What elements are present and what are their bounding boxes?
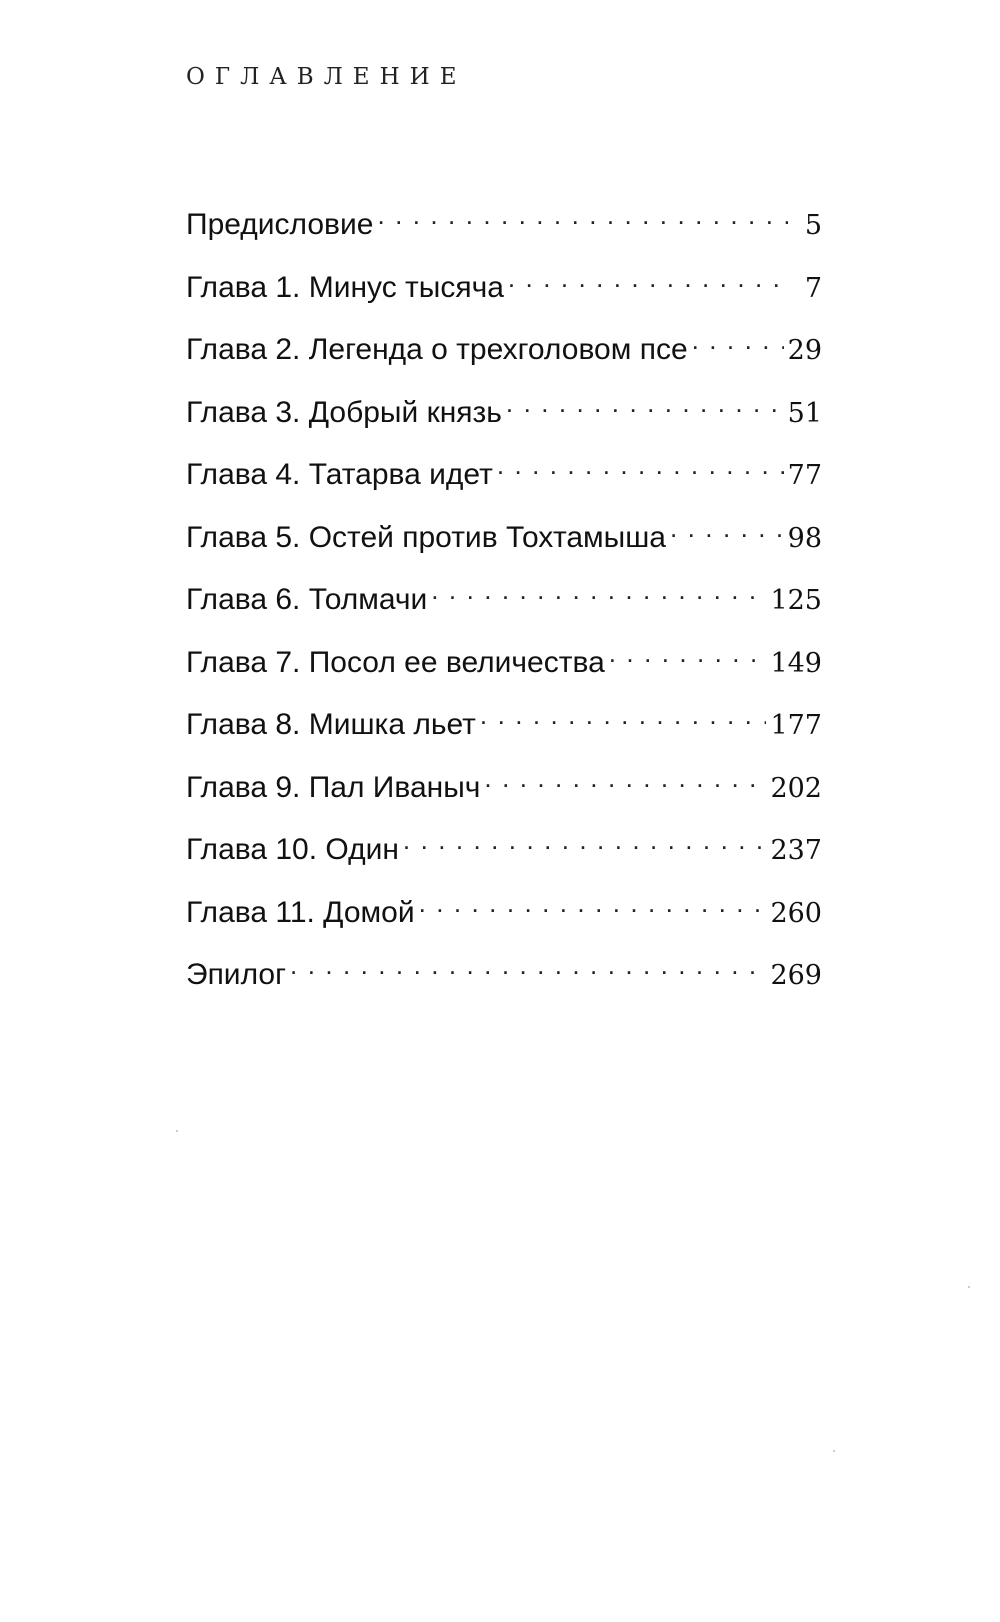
toc-entry-page: 77 bbox=[787, 460, 822, 491]
toc-entry-label: Глава 11. Домой bbox=[186, 895, 415, 929]
toc-entry-label: Эпилог bbox=[186, 958, 287, 991]
toc-entry[interactable] bbox=[186, 696, 822, 759]
page-title: ОГЛАВЛЕНИЕ bbox=[186, 64, 467, 90]
toc-entry-page: 98 bbox=[787, 522, 822, 554]
toc-entry-label: Глава 3. Добрый князь bbox=[186, 395, 502, 429]
toc-entry[interactable] bbox=[186, 946, 822, 1009]
dot-leader bbox=[377, 196, 788, 234]
toc-entry[interactable] bbox=[186, 259, 822, 322]
dot-leader bbox=[403, 821, 767, 859]
toc-entry[interactable] bbox=[186, 884, 822, 947]
toc-entry-label: Глава 8. Мишка льет bbox=[186, 708, 476, 741]
dot-leader bbox=[480, 696, 767, 734]
toc-entry[interactable] bbox=[186, 571, 822, 634]
scan-speck bbox=[176, 1130, 178, 1132]
scan-speck bbox=[833, 1450, 835, 1452]
toc-entry[interactable] bbox=[186, 321, 822, 384]
toc-entry[interactable] bbox=[186, 821, 822, 884]
toc-entry-page: 29 bbox=[787, 335, 822, 366]
table-of-contents bbox=[186, 196, 822, 1009]
dot-leader bbox=[609, 634, 767, 672]
dot-leader bbox=[692, 321, 784, 359]
toc-entry[interactable] bbox=[186, 509, 822, 572]
toc-entry-page: 51 bbox=[787, 397, 822, 429]
toc-entry-label: Глава 1. Минус тысяча bbox=[186, 270, 504, 304]
toc-entry-page: 237 bbox=[770, 835, 822, 866]
toc-entry-label: Глава 9. Пал Иваныч bbox=[186, 770, 481, 804]
toc-entry[interactable] bbox=[186, 759, 822, 822]
toc-entry-page: 7 bbox=[804, 272, 822, 304]
dot-leader bbox=[670, 509, 784, 547]
dot-leader bbox=[508, 259, 788, 297]
dot-leader bbox=[431, 571, 766, 609]
dot-leader bbox=[290, 946, 766, 984]
toc-entry-label: Глава 2. Легенда о трехголовом псе bbox=[186, 333, 688, 366]
toc-entry-label: Глава 6. Толмачи bbox=[186, 583, 428, 616]
toc-entry-page: 5 bbox=[804, 210, 822, 241]
toc-entry-page: 177 bbox=[770, 710, 822, 741]
dot-leader bbox=[497, 446, 784, 484]
toc-entry-label: Глава 4. Татарва идет bbox=[186, 458, 493, 491]
toc-entry-page: 202 bbox=[770, 772, 822, 804]
dot-leader bbox=[419, 884, 767, 922]
scan-speck bbox=[968, 1286, 970, 1288]
dot-leader bbox=[484, 759, 766, 797]
toc-entry[interactable] bbox=[186, 634, 822, 697]
toc-entry[interactable] bbox=[186, 384, 822, 447]
toc-entry-page: 125 bbox=[770, 585, 822, 616]
toc-entry-page: 260 bbox=[770, 897, 822, 929]
toc-entry-label: Глава 10. Один bbox=[186, 833, 399, 866]
toc-entry-page: 149 bbox=[770, 647, 822, 679]
toc-entry-label: Предисловие bbox=[186, 208, 374, 241]
toc-entry[interactable] bbox=[186, 446, 822, 509]
dot-leader bbox=[506, 384, 784, 422]
toc-entry-page: 269 bbox=[770, 960, 822, 991]
toc-entry-label: Глава 5. Остей против Тохтамыша bbox=[186, 520, 666, 554]
toc-entry[interactable] bbox=[186, 196, 822, 259]
toc-entry-label: Глава 7. Посол ее величества bbox=[186, 645, 605, 679]
